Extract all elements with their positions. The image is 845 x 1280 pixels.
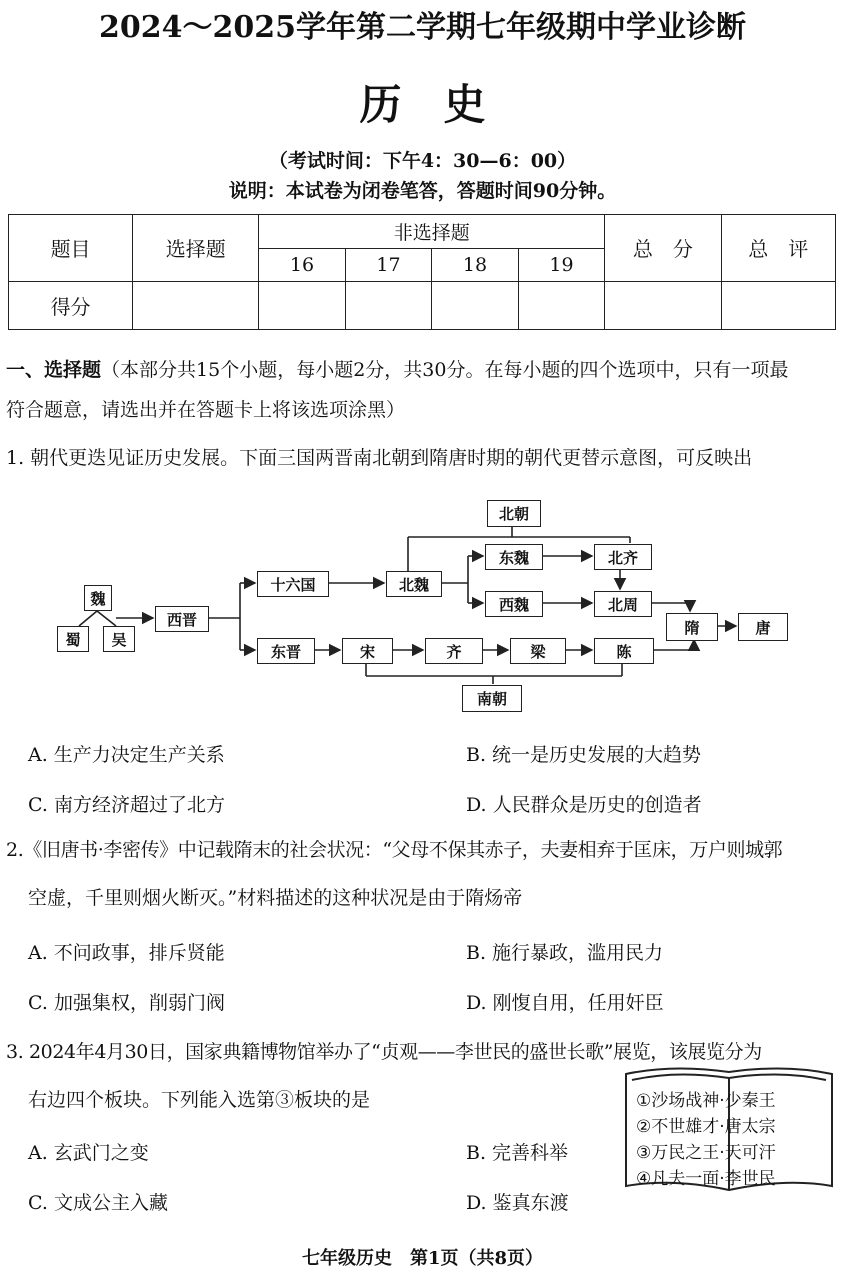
dynasty-beiwei: 北魏	[386, 571, 442, 597]
q3-option-d[interactable]: D. 鉴真东渡	[466, 1192, 569, 1214]
dynasty-wei: 魏	[84, 585, 112, 611]
score-table-choice: 选择题	[133, 215, 259, 282]
q3-option-b[interactable]: B. 完善科举	[466, 1142, 569, 1164]
dynasty-beizhou: 北周	[594, 591, 652, 617]
q3-option-c[interactable]: C. 文成公主入藏	[28, 1192, 168, 1214]
q3-line1: 3. 2024年4月30日，国家典籍博物馆举办了“贞观——李世民的盛世长歌”展览，该展览分为	[6, 1041, 762, 1063]
q3-line2: 右边四个板块。下列能入选第③板块的是	[28, 1089, 371, 1111]
dynasty-beichao: 北朝	[487, 500, 541, 527]
dynasty-liang: 梁	[510, 638, 566, 664]
exhibition-book	[622, 1064, 836, 1196]
score-table-row-label: 题目	[9, 215, 133, 282]
section1-heading-rest: （本部分共15个小题，每小题2分，共30分。在每小题的四个选项中，只有一项最	[101, 359, 789, 381]
q2-option-d[interactable]: D. 刚愎自用，任用奸臣	[466, 992, 664, 1014]
section1-heading-bold: 一、选择题	[6, 359, 102, 381]
dynasty-xiwei: 西魏	[485, 591, 543, 617]
dynasty-sui: 隋	[666, 613, 718, 641]
dynasty-shiliuguo: 十六国	[257, 571, 329, 597]
dynasty-xijin: 西晋	[155, 606, 209, 632]
page-footer: 七年级历史 第1页（共8页）	[301, 1248, 544, 1269]
q3-option-a[interactable]: A. 玄武门之变	[28, 1142, 149, 1164]
book-item-2: ②不世雄才·唐太宗	[636, 1117, 776, 1137]
q2-option-c[interactable]: C. 加强集权，削弱门阀	[28, 992, 225, 1014]
score-table-score-label: 得分	[9, 281, 133, 329]
dynasty-wu: 吴	[103, 626, 135, 652]
q1-stem: 1. 朝代更迭见证历史发展。下面三国两晋南北朝到隋唐时期的朝代更替示意图，可反映出	[6, 447, 753, 469]
score-table-num: 18	[432, 249, 518, 281]
section1-heading-line2: 符合题意，请选出并在答题卡上将该选项涂黑）	[6, 399, 406, 421]
dynasty-qi: 齐	[425, 638, 483, 664]
q2-option-b[interactable]: B. 施行暴政，滥用民力	[466, 942, 664, 964]
score-table-non-choice: 非选择题	[259, 215, 605, 249]
score-table-num: 19	[518, 249, 604, 281]
q1-option-c[interactable]: C. 南方经济超过了北方	[28, 794, 225, 816]
q2-line1: 2.《旧唐书·李密传》中记载隋末的社会状况：“父母不保其赤子，夫妻相弃于匡床，万户则城郭	[6, 839, 783, 861]
score-table-total: 总 分	[605, 215, 721, 282]
dynasty-dongwei: 东魏	[485, 544, 543, 570]
q1-option-a[interactable]: A. 生产力决定生产关系	[28, 744, 225, 766]
score-table-num: 17	[345, 249, 431, 281]
dynasty-shu: 蜀	[57, 626, 89, 652]
book-item-4: ④凡夫一面·李世民	[636, 1169, 776, 1189]
q1-option-d[interactable]: D. 人民群众是历史的创造者	[466, 794, 702, 816]
book-item-3: ③万民之王·天可汗	[636, 1143, 776, 1163]
q2-line2: 空虚，千里则烟火断灭。”材料描述的这种状况是由于隋炀帝	[28, 887, 523, 909]
dynasty-dongjin: 东晋	[257, 638, 315, 664]
dynasty-beiqi: 北齐	[594, 544, 652, 570]
dynasty-chen: 陈	[594, 638, 654, 664]
q1-option-b[interactable]: B. 统一是历史发展的大趋势	[466, 744, 702, 766]
exam-note: 说明：本试卷为闭卷笔答，答题时间90分钟。	[228, 180, 617, 202]
score-table-review: 总 评	[721, 215, 835, 282]
dynasty-tang: 唐	[738, 613, 788, 641]
dynasty-nanchao: 南朝	[462, 685, 522, 712]
q2-option-a[interactable]: A. 不问政事，排斥贤能	[28, 942, 225, 964]
exam-time: （考试时间：下午4：30—6：00）	[268, 150, 577, 172]
score-table-num: 16	[259, 249, 345, 281]
subject-title: 历史	[359, 80, 528, 129]
book-item-1: ①沙场战神·少秦王	[636, 1091, 776, 1111]
dynasty-song: 宋	[342, 638, 393, 664]
exam-title: 2024～2025学年第二学期七年级期中学业诊断	[99, 10, 746, 45]
